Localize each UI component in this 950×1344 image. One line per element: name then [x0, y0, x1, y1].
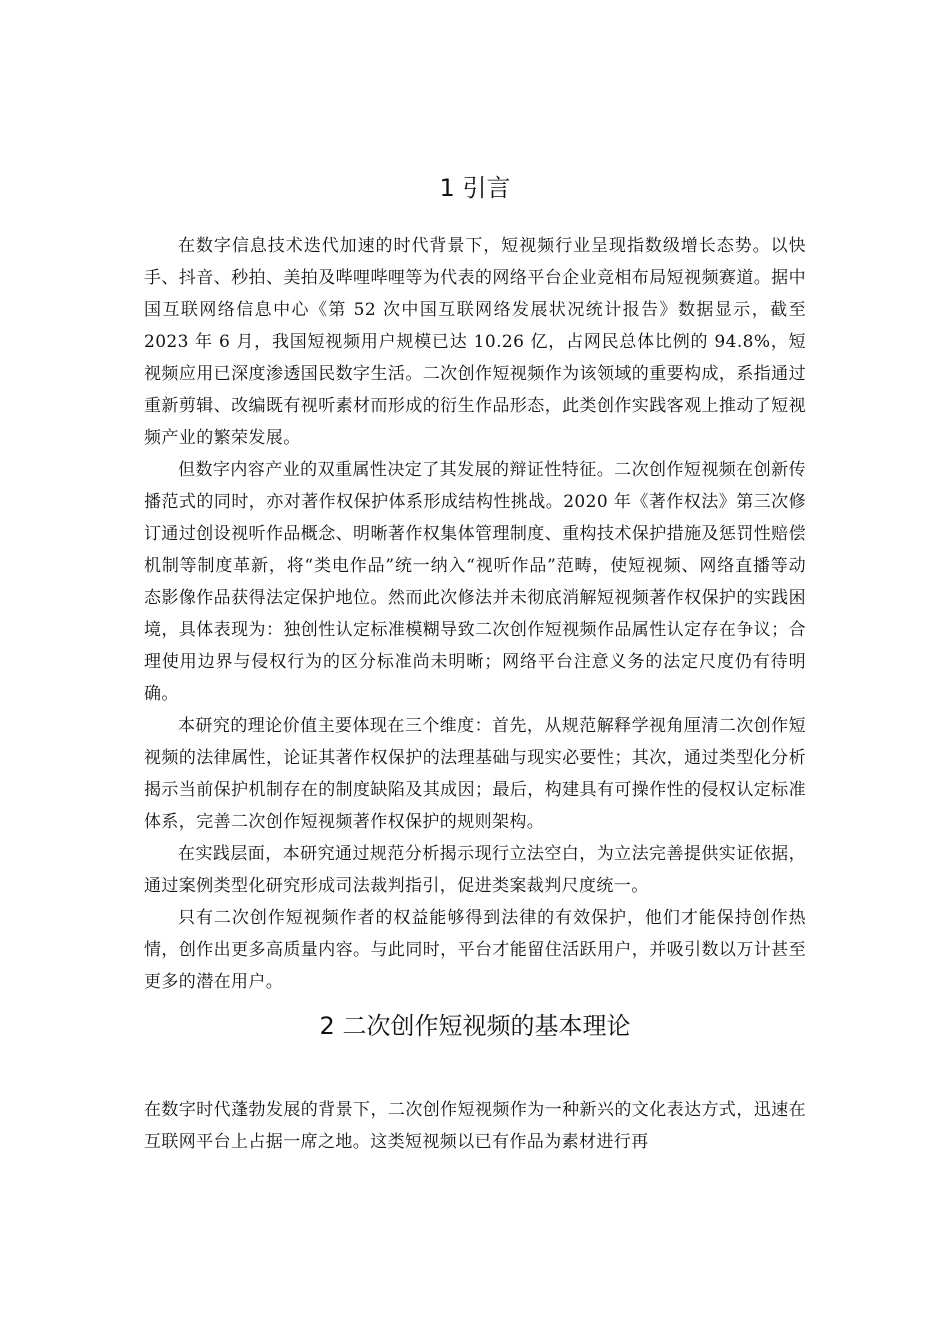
page-content [144, 168, 806, 1158]
section-1-paragraph-3: 本研究的理论价值主要体现在三个维度：首先，从规范解释学视角厘清二次创作短视频的法律属性，论证其著作权保护的法理基础与现实必要性；其次，通过类型化分析揭示当前保护机制存在的制度缺陷及其成因；最后，构建具有可操作性的侵权认定标准体系，完善二次创作短视频著作权保护的规则架构。 [144, 716, 806, 832]
section-1-paragraph-4: 在实践层面，本研究通过规范分析揭示现行立法空白，为立法完善提供实证依据，通过案例类型化研究形成司法裁判指引，促进类案裁判尺度统一。 [144, 844, 806, 896]
section-1-heading: 1 引言 [439, 174, 511, 202]
section-2-heading: 2 二次创作短视频的基本理论 [319, 1012, 631, 1040]
section-1-paragraph-1: 在数字信息技术迭代加速的时代背景下，短视频行业呈现指数级增长态势。以快手、抖音、秒拍、美拍及哔哩哔哩等为代表的网络平台企业竞相布局短视频赛道。据中国互联网络信息中心《第 52 次中国互联网络发展状况统计报告》数据显示，截至 2023 年 6 月，我国短视频用户规模已达 10.26 亿，占网民总体比例的 94.8%，短视频应用已深度渗透国民数字生活。二次创作短视频作为该领域的重要构成，系指通过重新剪辑、改编既有视听素材而形成的衍生作品形态，此类创作实践客观上推动了短视频产业的繁荣发展。 [144, 236, 806, 448]
section-1-paragraph-2: 但数字内容产业的双重属性决定了其发展的辩证性特征。二次创作短视频在创新传播范式的同时，亦对著作权保护体系形成结构性挑战。2020 年《著作权法》第三次修订通过创设视听作品概念、明晰著作权集体管理制度、重构技术保护措施及惩罚性赔偿机制等制度革新，将“类电作品”统一纳入“视听作品”范畴，使短视频、网络直播等动态影像作品获得法定保护地位。然而此次修法并未彻底消解短视频著作权保护的实践困境，具体表现为：独创性认定标准模糊导致二次创作短视频作品属性认定存在争议；合理使用边界与侵权行为的区分标准尚未明晰；网络平台注意义务的法定尺度仍有待明确。 [144, 460, 806, 704]
section-1-paragraph-5: 只有二次创作短视频作者的权益能够得到法律的有效保护，他们才能保持创作热情，创作出更多高质量内容。与此同时，平台才能留住活跃用户，并吸引数以万计甚至更多的潜在用户。 [144, 908, 806, 992]
section-2-paragraph-1: 在数字时代蓬勃发展的背景下，二次创作短视频作为一种新兴的文化表达方式，迅速在互联网平台上占据一席之地。这类短视频以已有作品为素材进行再 [144, 1100, 806, 1152]
